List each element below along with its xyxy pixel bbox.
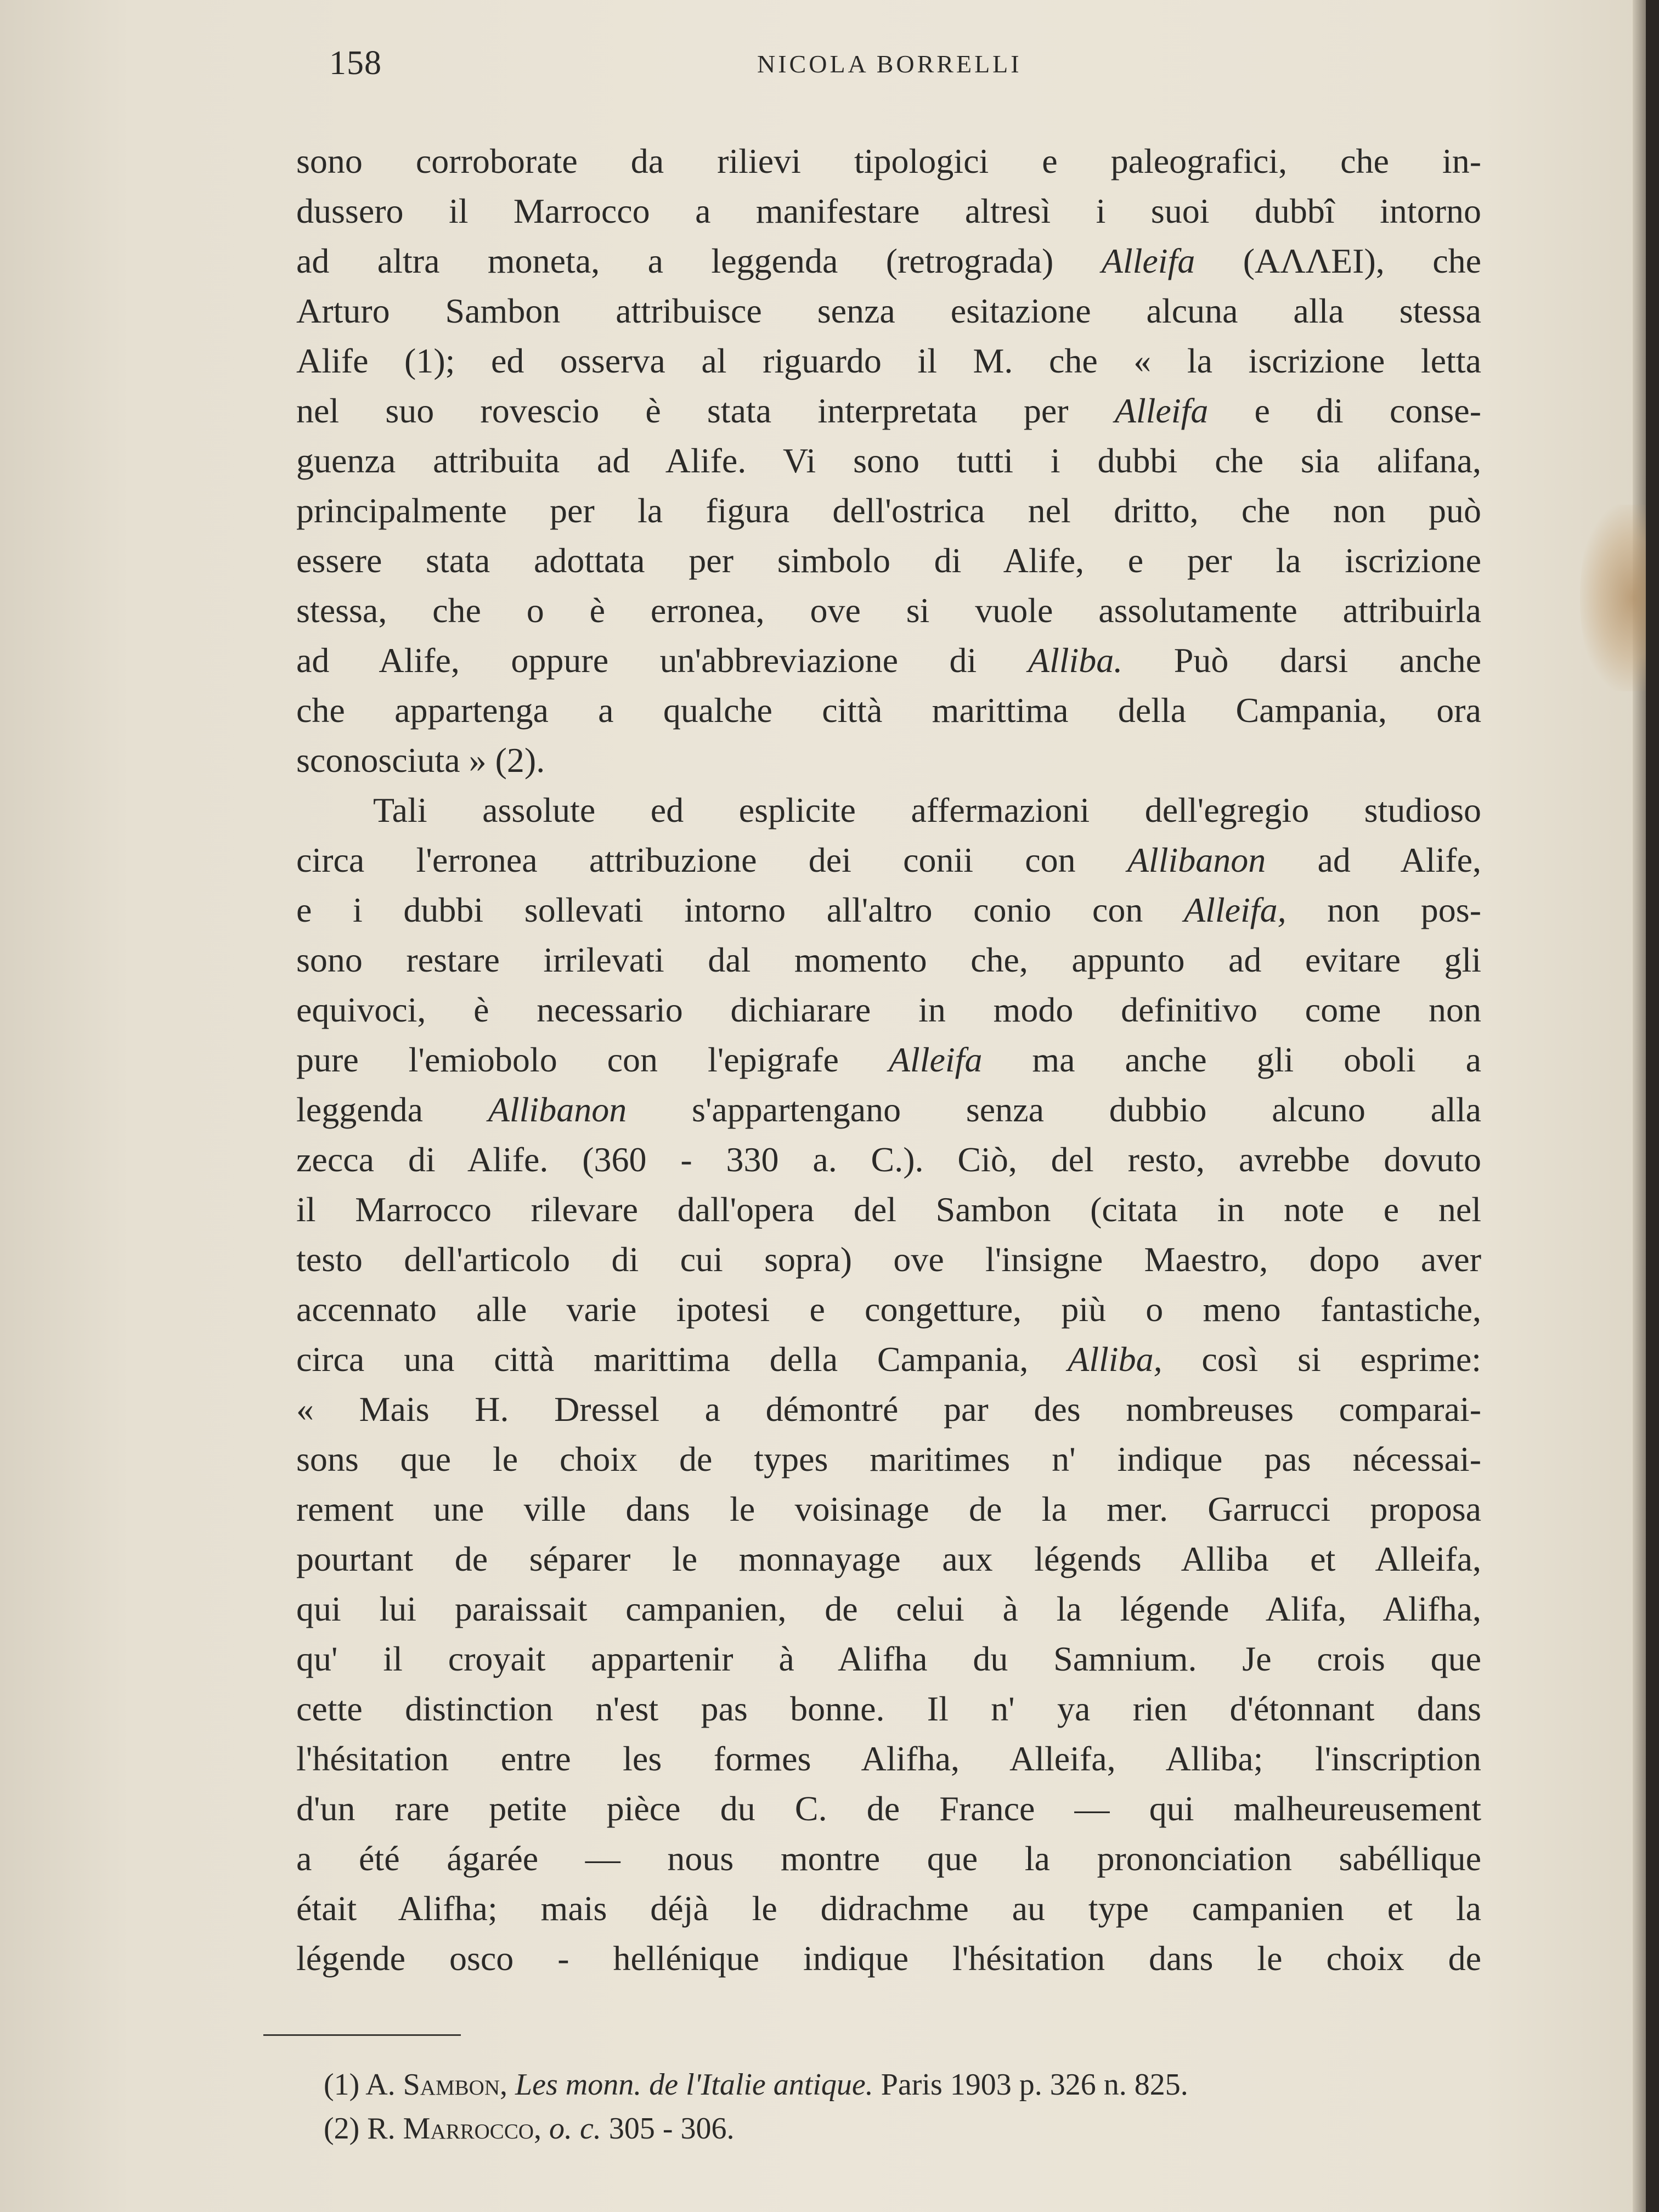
text-run: ad altra moneta, a leggenda (retrograda) bbox=[296, 241, 1102, 280]
text-run: Arturo Sambon attribuisce senza esitazione alcuna alla stessa bbox=[296, 291, 1481, 330]
footnote bbox=[324, 2107, 1476, 2151]
text-run: guenza attribuita ad Alife. Vi sono tutti i dubbi che sia alifana, bbox=[296, 441, 1481, 480]
italic-text: Alleifa bbox=[888, 1040, 983, 1079]
text-line bbox=[296, 1684, 1481, 1734]
page-header bbox=[329, 44, 1558, 88]
text-line bbox=[296, 1883, 1481, 1933]
text-run: Tali assolute ed esplicite affermazioni dell'egregio studioso bbox=[373, 791, 1481, 830]
text-run: sons que le choix de types maritimes n' indique pas nécessai- bbox=[296, 1440, 1481, 1479]
text-line bbox=[296, 735, 1481, 785]
text-run: principalmente per la figura dell'ostrica nel dritto, che non può bbox=[296, 491, 1481, 530]
text-line bbox=[296, 1584, 1481, 1634]
text-line bbox=[296, 1734, 1481, 1784]
text-run: ad Alife, bbox=[1266, 840, 1481, 879]
text-line bbox=[296, 186, 1481, 236]
italic-text: Alliba. bbox=[1028, 641, 1123, 680]
text-run: sono corroborate da rilievi tipologici e paleografici, che in- bbox=[296, 142, 1481, 180]
text-run bbox=[541, 2112, 549, 2146]
page-number: 158 bbox=[329, 44, 382, 82]
footnote-rule bbox=[263, 2034, 461, 2036]
text-run: (ΑΛΛΕΙ), che bbox=[1195, 241, 1481, 280]
text-line bbox=[296, 1135, 1481, 1184]
running-head: NICOLA BORRELLI bbox=[757, 50, 1022, 78]
text-line bbox=[296, 386, 1481, 436]
text-run: circa l'erronea attribuzione dei conii con bbox=[296, 840, 1127, 879]
text-run: leggenda bbox=[296, 1090, 488, 1129]
text-run: nel suo rovescio è stata interpretata per bbox=[296, 391, 1115, 430]
text-line bbox=[296, 785, 1481, 835]
text-line bbox=[296, 336, 1481, 386]
italic-text: Les monn. de l'Italie antique. bbox=[515, 2068, 873, 2102]
footnote bbox=[324, 2063, 1476, 2107]
text-run: qui lui paraissait campanien, de celui à la légende Alifa, Alifha, bbox=[296, 1589, 1481, 1628]
text-line bbox=[296, 1634, 1481, 1684]
text-run: qu' il croyait appartenir à Alifha du Samnium. Je crois que bbox=[296, 1639, 1481, 1678]
text-line bbox=[296, 985, 1481, 1035]
body-text bbox=[296, 136, 1481, 1983]
text-run: était Alifha; mais déjà le didrachme au type campanien et la bbox=[296, 1889, 1481, 1928]
text-line bbox=[296, 1234, 1481, 1284]
text-line bbox=[296, 935, 1481, 985]
italic-text: Allibanon bbox=[488, 1090, 627, 1129]
text-run: Paris 1903 p. 326 n. 825. bbox=[873, 2068, 1188, 2102]
text-run: equivoci, è necessario dichiarare in modo definitivo come non bbox=[296, 990, 1481, 1029]
text-run: dussero il Marrocco a manifestare altresì i suoi dubbî intorno bbox=[296, 191, 1481, 230]
text-run: « Mais H. Dressel a démontré par des nombreuses comparai- bbox=[296, 1390, 1481, 1429]
text-run: rement une ville dans le voisinage de la mer. Garrucci proposa bbox=[296, 1489, 1481, 1528]
text-line bbox=[296, 1334, 1481, 1384]
text-run: pourtant de séparer le monnayage aux légends Alliba et Alleifa, bbox=[296, 1539, 1481, 1578]
text-run: il Marrocco rilevare dall'opera del Sambon (citata in note e nel bbox=[296, 1190, 1481, 1229]
text-line bbox=[296, 535, 1481, 585]
text-line bbox=[296, 1784, 1481, 1833]
text-run: sconosciuta » (2). bbox=[296, 741, 545, 780]
text-line bbox=[296, 835, 1481, 885]
text-line bbox=[296, 1384, 1481, 1434]
text-line bbox=[296, 1184, 1481, 1234]
italic-text: o. c. bbox=[549, 2112, 601, 2146]
text-line bbox=[296, 885, 1481, 935]
text-run: Può darsi anche bbox=[1122, 641, 1482, 680]
text-run: cette distinction n'est pas bonne. Il n' ya rien d'étonnant dans bbox=[296, 1689, 1481, 1728]
text-run: accennato alle varie ipotesi e congetture, più o meno fantastiche, bbox=[296, 1290, 1481, 1329]
text-run: d'un rare petite pièce du C. de France — qui malheureusement bbox=[296, 1789, 1481, 1828]
text-run: così si esprime: bbox=[1162, 1340, 1482, 1379]
text-run: (2) R. bbox=[324, 2112, 403, 2146]
text-run: 305 - 306. bbox=[601, 2112, 735, 2146]
text-line bbox=[296, 436, 1481, 486]
text-run: pure l'emiobolo con l'epigrafe bbox=[296, 1040, 889, 1079]
footnotes bbox=[324, 2063, 1476, 2151]
text-run: testo dell'articolo di cui sopra) ove l'insigne Maestro, dopo aver bbox=[296, 1240, 1481, 1279]
text-run: Alife (1); ed osserva al riguardo il M. che « la iscrizione letta bbox=[296, 341, 1481, 380]
text-run: a été ágarée — nous montre que la prononciation sabéllique bbox=[296, 1839, 1481, 1878]
small-caps-text: Marrocco, bbox=[403, 2112, 541, 2146]
text-run: stessa, che o è erronea, ove si vuole assolutamente attribuirla bbox=[296, 591, 1481, 630]
text-line bbox=[296, 1933, 1481, 1983]
italic-text: Alleifa bbox=[1101, 241, 1195, 280]
text-run: non pos- bbox=[1286, 890, 1481, 929]
text-line bbox=[296, 1085, 1481, 1135]
paper-stain bbox=[1580, 505, 1646, 691]
text-run: légende osco - hellénique indique l'hésitation dans le choix de bbox=[296, 1939, 1481, 1978]
text-run: ma anche gli oboli a bbox=[982, 1040, 1482, 1079]
text-line bbox=[296, 1833, 1481, 1883]
text-run: e i dubbi sollevati intorno all'altro conio con bbox=[296, 890, 1184, 929]
italic-text: Allibanon bbox=[1127, 840, 1266, 879]
text-line bbox=[296, 1284, 1481, 1334]
text-run: l'hésitation entre les formes Alifha, Alleifa, Alliba; l'inscription bbox=[296, 1739, 1481, 1778]
text-line bbox=[296, 1534, 1481, 1584]
text-run: zecca di Alife. (360 - 330 a. C.). Ciò, del resto, avrebbe dovuto bbox=[296, 1140, 1481, 1179]
italic-text: Alliba, bbox=[1068, 1340, 1163, 1379]
text-run: (1) A. bbox=[324, 2068, 403, 2102]
text-run: s'appartengano senza dubbio alcuno alla bbox=[627, 1090, 1482, 1129]
text-run: circa una città marittima della Campania, bbox=[296, 1340, 1068, 1379]
small-caps-text: Sambon, bbox=[403, 2068, 507, 2102]
text-line bbox=[296, 486, 1481, 535]
text-run: che appartenga a qualche città marittima della Campania, ora bbox=[296, 691, 1481, 730]
text-line bbox=[296, 236, 1481, 286]
text-line bbox=[296, 1035, 1481, 1085]
italic-text: Alleifa bbox=[1114, 391, 1209, 430]
text-line bbox=[296, 585, 1481, 635]
text-run bbox=[507, 2068, 515, 2102]
text-run: essere stata adottata per simbolo di Alife, e per la iscrizione bbox=[296, 541, 1481, 580]
text-run: e di conse- bbox=[1208, 391, 1482, 430]
text-line bbox=[296, 635, 1481, 685]
text-line bbox=[296, 1434, 1481, 1484]
italic-text: Alleifa, bbox=[1183, 890, 1286, 929]
text-line bbox=[296, 286, 1481, 336]
text-line bbox=[296, 1484, 1481, 1534]
text-run: sono restare irrilevati dal momento che, appunto ad evitare gli bbox=[296, 940, 1481, 979]
text-line bbox=[296, 685, 1481, 735]
text-run: ad Alife, oppure un'abbreviazione di bbox=[296, 641, 1028, 680]
text-line bbox=[296, 136, 1481, 186]
page-edge bbox=[1633, 0, 1646, 2212]
